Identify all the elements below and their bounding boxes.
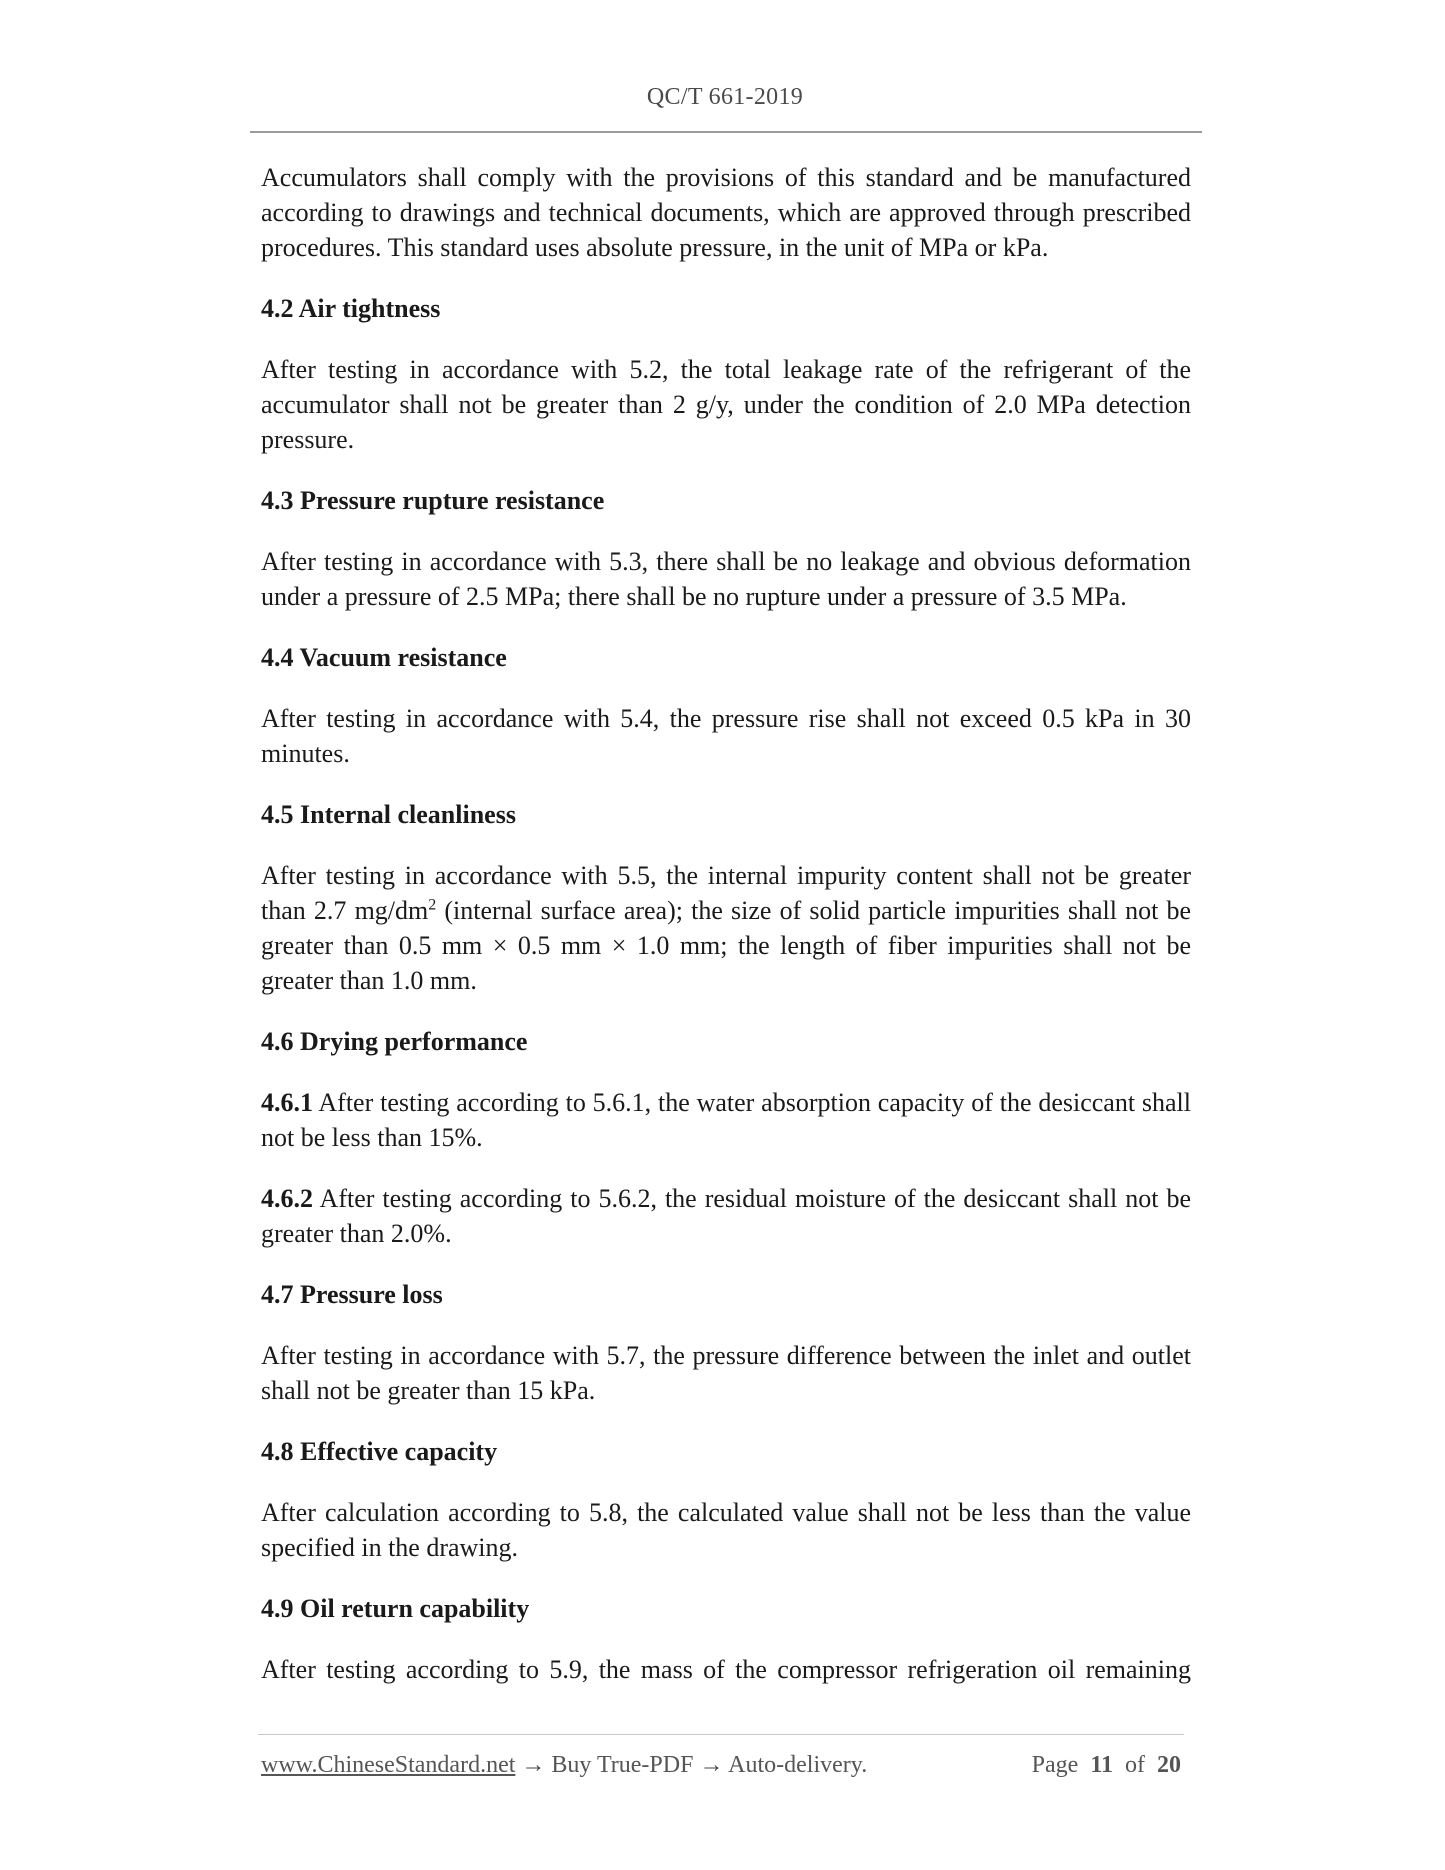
paragraph-4-6-2 (261, 1181, 1191, 1251)
heading-4-7: 4.7 Pressure loss (261, 1280, 443, 1309)
arrow-right-icon: → (515, 1752, 552, 1778)
footer-left (261, 1752, 867, 1779)
heading-4-8: 4.8 Effective capacity (261, 1437, 498, 1466)
heading-4-4: 4.4 Vacuum resistance (261, 643, 507, 672)
paragraph-4-3: After testing in accordance with 5.3, there shall be no leakage and obvious deformation under a pressure of 2.5 MPa; there shall be no rupture under a pressure of 3.5 MPa. (261, 547, 1191, 611)
clause-text-4-6-1: After testing according to 5.6.1, the water absorption capacity of the desiccant shall not be less than 15%. (261, 1088, 1191, 1152)
page-footer (261, 1752, 1181, 1779)
superscript-2: 2 (428, 896, 437, 914)
clause-number-4-6-1: 4.6.1 (261, 1088, 313, 1117)
arrow-right-icon: → (693, 1752, 729, 1778)
page-header: QC/T 661-2019 (646, 84, 804, 110)
page-of: of (1125, 1752, 1145, 1778)
footer-divider (258, 1734, 1184, 1735)
page-indicator (1032, 1752, 1181, 1779)
heading-4-5: 4.5 Internal cleanliness (261, 800, 516, 829)
document-body (261, 160, 1191, 1713)
heading-4-2: 4.2 Air tightness (261, 294, 441, 323)
paragraph-4-6-1 (261, 1085, 1191, 1155)
clause-text-4-6-2: After testing according to 5.6.2, the residual moisture of the desiccant shall not be greater than 2.0%. (261, 1184, 1191, 1248)
paragraph-4-5-part-b: (internal surface area); the size of solid particle impurities shall not be greater than 0.5 mm × 0.5 mm × 1.0 mm; the length of fiber impurities shall not be greater than 1.0 mm. (261, 896, 1192, 995)
paragraph-4-9: After testing according to 5.9, the mass of the compressor refrigeration oil remaining (261, 1655, 1191, 1684)
paragraph-4-7: After testing in accordance with 5.7, the pressure difference between the inlet and outlet shall not be greater than 15 kPa. (261, 1341, 1191, 1405)
site-link[interactable]: www.ChineseStandard.net (261, 1752, 516, 1778)
clause-number-4-6-2: 4.6.2 (261, 1184, 313, 1213)
paragraph-4-8: After calculation according to 5.8, the calculated value shall not be less than the value specified in the drawing. (261, 1498, 1191, 1562)
header-divider (250, 131, 1202, 133)
heading-4-3: 4.3 Pressure rupture resistance (261, 486, 605, 515)
intro-paragraph: Accumulators shall comply with the provisions of this standard and be manufactured according to drawings and technical documents, which are approved through prescribed procedures. This standard uses absolute pressure, in the unit of MPa or kPa. (261, 163, 1191, 262)
paragraph-4-4: After testing in accordance with 5.4, the pressure rise shall not exceed 0.5 kPa in 30 minutes. (261, 704, 1191, 768)
paragraph-4-5 (261, 858, 1191, 998)
delivery-text: Auto-delivery. (728, 1752, 868, 1778)
page-current: 11 (1090, 1752, 1113, 1778)
heading-4-9: 4.9 Oil return capability (261, 1594, 530, 1623)
paragraph-4-5-part-a: After testing in accordance with 5.5, the internal impurity content shall not be greater than 2.7 mg/dm (261, 861, 1191, 925)
buy-text: Buy True-PDF (551, 1752, 694, 1778)
page-label: Page (1031, 1752, 1079, 1778)
page-total: 20 (1157, 1752, 1181, 1778)
heading-4-6: 4.6 Drying performance (261, 1027, 528, 1056)
paragraph-4-2: After testing in accordance with 5.2, the total leakage rate of the refrigerant of the accumulator shall not be greater than 2 g/y, under the condition of 2.0 MPa detection pressure. (261, 355, 1191, 454)
